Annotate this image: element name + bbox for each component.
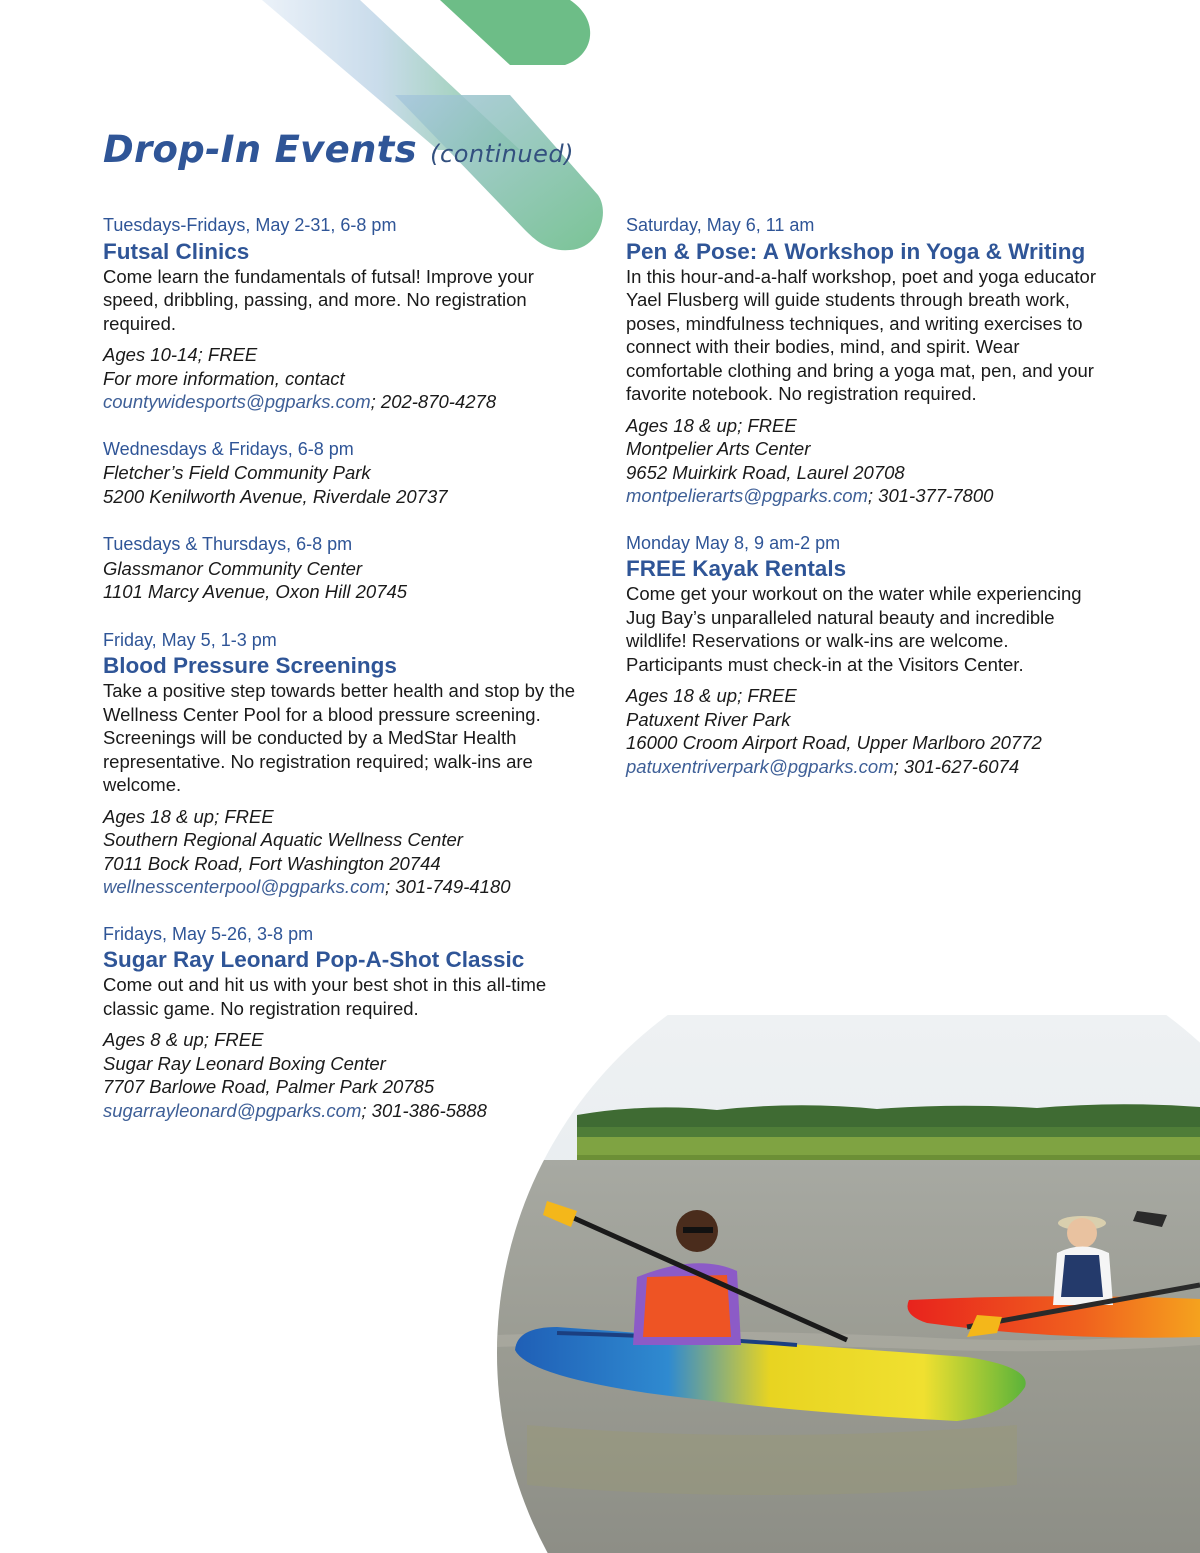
event-ages: Ages 18 & up; FREE [103,805,274,827]
event-place: Glassmanor Community Center [103,557,363,579]
event-info [103,805,583,899]
event-place: Montpelier Arts Center [626,438,811,459]
event-contact-label: For more information, contact [103,367,345,389]
event-free-kayak-rentals [626,532,1106,779]
event-email-link[interactable]: wellnesscenterpool@pgparks.com [103,876,386,897]
event-blood-pressure-screenings [103,629,583,899]
event-phone: ; 301-749-4180 [385,876,511,897]
event-ages: Ages 8 & up; FREE [103,1029,264,1050]
event-info [626,684,1106,778]
event-date: Fridays, May 5-26, 3-8 pm [103,923,314,944]
right-column [626,214,1106,802]
event-address: 7707 Barlowe Road, Palmer Park 20785 [103,1076,435,1097]
event-info [103,343,583,414]
event-description: Come learn the fundamentals of futsal! Improve your speed, dribbling, passing, and more. No registration required. [103,265,534,334]
left-column [103,214,583,1146]
event-title: FREE Kayak Rentals [626,556,847,581]
event-date: Monday May 8, 9 am-2 pm [626,532,841,553]
event-description: Come out and hit us with your best shot in this all-time classic game. No registration required. [103,974,547,1019]
event-location-glassmanor [103,533,583,604]
event-email-link[interactable]: sugarrayleonard@pgparks.com [103,1099,362,1121]
kayakers-photo [497,1015,1200,1553]
event-title: Pen & Pose: A Workshop in Yoga & Writing [626,238,1086,264]
event-address: 7011 Bock Road, Fort Washington 20744 [103,852,441,874]
event-address: 9652 Muirkirk Road, Laurel 20708 [626,461,905,483]
event-place: Sugar Ray Leonard Boxing Center [103,1052,386,1074]
event-date: Friday, May 5, 1-3 pm [103,629,277,650]
event-ages: Ages 18 & up; FREE [626,685,797,706]
event-info [626,414,1106,508]
event-email-link[interactable]: patuxentriverpark@pgparks.com [626,755,894,777]
event-date: Saturday, May 6, 11 am [626,215,815,235]
event-date: Tuesdays-Fridays, May 2-31, 6-8 pm [103,215,397,235]
event-pen-and-pose [626,214,1106,508]
event-description: Take a positive step towards better health and stop by the Wellness Center Pool for a blood pressure screening. Screenings will be conducted by a MedStar Health representative. No registration required; walk-ins are welcome. [103,680,576,795]
event-title: Blood Pressure Screenings [103,653,397,678]
event-description: Come get your workout on the water while experiencing Jug Bay’s unparalleled natural beauty and incredible wildlife! Reservations or walk-ins are welcome. Participants must check-in at the Visitors Center. [626,583,1082,675]
event-email-link[interactable]: countywidesports@pgparks.com [103,391,371,412]
page-title: Drop-In Events (continued) [103,128,574,171]
event-description: In this hour-and-a-half workshop, poet and yoga educator Yael Flusberg will guide students through breath work, poses, mindfulness techniques, and writing exercises to connect with their bodies, mind, and spirit. Wear comfortable clothing and bring a yoga mat, pen, and your favorite notebook. No registration required. [626,265,1096,404]
event-date: Wednesdays & Fridays, 6-8 pm [103,438,354,459]
event-futsal-clinics [103,214,583,414]
event-ages: Ages 10-14; FREE [103,344,258,365]
event-phone: ; 301-627-6074 [893,755,1020,777]
event-title: Sugar Ray Leonard Pop-A-Shot Classic [103,947,525,972]
event-address: 5200 Kenilworth Avenue, Riverdale 20737 [103,485,448,507]
event-phone: ; 301-377-7800 [867,485,994,506]
event-address: 1101 Marcy Avenue, Oxon Hill 20745 [103,581,408,602]
event-phone: ; 202-870-4278 [370,391,497,412]
event-ages: Ages 18 & up; FREE [626,414,797,436]
event-address: 16000 Croom Airport Road, Upper Marlboro 20772 [626,732,1042,753]
page-title-suffix: (continued) [430,140,574,168]
event-place: Fletcher’s Field Community Park [103,462,371,483]
event-email-link[interactable]: montpelierarts@pgparks.com [626,485,868,506]
event-phone: ; 301-386-5888 [361,1099,487,1121]
event-place: Southern Regional Aquatic Wellness Center [103,829,463,850]
event-date: Tuesdays & Thursdays, 6-8 pm [103,534,353,554]
event-title: Futsal Clinics [103,238,250,264]
event-location-fletchers-field [103,438,583,509]
event-place: Patuxent River Park [626,708,791,730]
